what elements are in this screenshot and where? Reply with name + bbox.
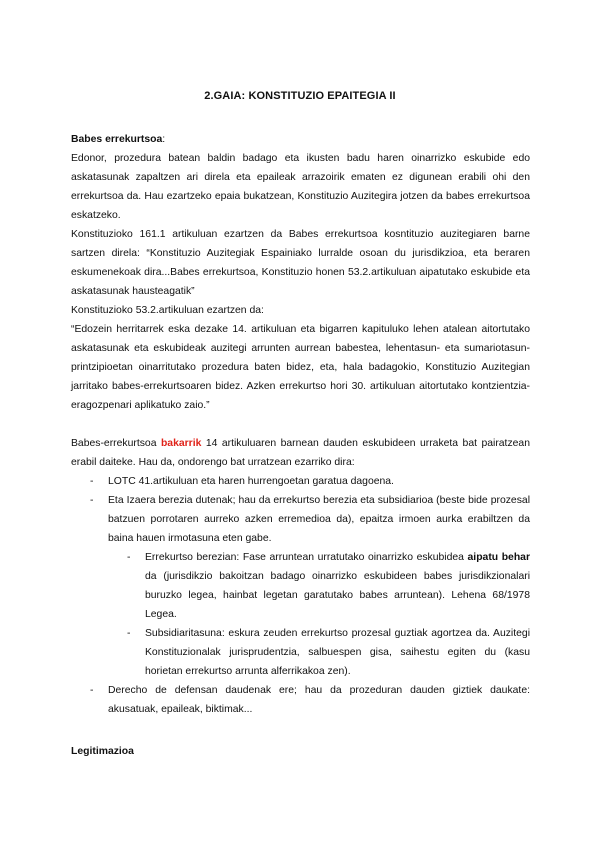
- scope-text-post: 14 artikuluaren barnean dauden eskubideen urraketa bat pairatzean erabil daiteke. Hau da, ondorengo bat urratzean ezarriko dira:: [71, 438, 530, 468]
- list-item: [71, 472, 530, 491]
- paragraph-article-53-quote: “Edozein herritarrek eska dezake 14. artikuluan eta bigarren kapituluko lehen atalean aitortutako askatasunak eta eskubideak auzitegi arrunten aurrean babestea, lehentasun- eta sumariotasun-printzipioetan oinarritutako prozedura baten bidez, eta, hala badagokio, Konstituzio Auzitegian jarritako babes-errekurtsoaren bidez. Azken errekurtso hori 30. artikuluan aitortutako kontzientzia-eragozpenari aplikatuko zaio.”: [71, 324, 530, 411]
- sub-item-text: Subsidiaritasuna: eskura zeuden errekurtso prozesal guztiak agortzea da. Auzitegi Konstituzionalak jurisprudentzia, salbuespen gisa, saihestu egiten du (kasu horietan errekurtso arrunta alferrikakoa zen).: [145, 628, 530, 677]
- section-heading-legitimazioa: Legitimazioa: [71, 746, 134, 757]
- paragraph-article-53-intro: Konstituzioko 53.2.artikuluan ezartzen da:: [71, 305, 264, 316]
- dash-bullet: -: [90, 685, 94, 696]
- paragraph-scope: [71, 434, 530, 472]
- spacer: [71, 415, 530, 434]
- heading-colon: :: [162, 134, 166, 145]
- list-item-text: Eta Izaera berezia dutenak; hau da errekurtso berezia eta subsidiarioa (beste bide prozesal batzuen porrotaren aurreko azken erremedioa da), epaitza irmoen aurka erabiltzen da baina hauen irmotasuna eten gabe.: [108, 495, 530, 544]
- sub-item-bold: aipatu behar: [467, 552, 531, 563]
- paragraph-article-161: Konstituzioko 161.1 artikuluan ezartzen da Babes errekurtsoa kosntituzio auzitegiaren barne sartzen direla: “Konstituzio Auzitegiak Espainiako lurralde osoan du jurisdikzioa, eta beraren eskumenekoak dira...Babes errekurtsoa, Konstituzio honen 53.2.artikuluan aipatutako eskubide eta askatasunak hausteagatik”: [71, 229, 530, 297]
- dash-bullet: -: [90, 495, 94, 506]
- sub-item-text-post: da (jurisdikzio bakoitzan badago oinarrizko eskubideen babes jurisdikzionalari buruzko legea, hainbat legetan garatutako babes arruntean). Lehena 68/1978 Legea.: [145, 571, 530, 620]
- dash-bullet: -: [127, 628, 131, 639]
- scope-highlight: bakarrik: [160, 438, 202, 449]
- section-heading-text: Babes errekurtsoa: [71, 134, 163, 145]
- list-item: [71, 491, 530, 681]
- scope-text-pre: Babes-errekurtsoa: [71, 438, 161, 449]
- list-item-text: Derecho de defensan daudenak ere; hau da prozeduran dauden giztiek daukate: akusatuak, epaileak, biktimak...: [108, 685, 530, 715]
- list-item: [71, 681, 530, 719]
- rights-list: [71, 472, 530, 719]
- list-item-text: LOTC 41.artikuluan eta haren hurrengoetan garatua dagoena.: [108, 476, 394, 487]
- page-title: 2.GAIA: KONSTITUZIO EPAITEGIA II: [204, 90, 396, 102]
- paragraph-definition: Edonor, prozedura batean baldin badago eta ikusten badu haren oinarrizko eskubide edo askatasunak zapaltzen ari direla eta epaileak arrazoirik ematen ez digunean erabili ohi den errekurtsoa da. Hau ezartzeko epaia bukatzean, Konstituzio Auzitegira jotzen da babes errekurtsoa eskatzeko.: [71, 153, 530, 221]
- sub-list: [108, 548, 530, 681]
- sub-item-text-pre: Errekurtso berezian: Fase arruntean urratutako oinarrizko eskubidea: [145, 552, 468, 563]
- sub-list-item: [108, 624, 530, 681]
- dash-bullet: -: [90, 476, 94, 487]
- sub-list-item: [108, 548, 530, 624]
- section-heading-babes: [71, 130, 530, 149]
- dash-bullet: -: [127, 552, 131, 563]
- document-body: [71, 130, 530, 719]
